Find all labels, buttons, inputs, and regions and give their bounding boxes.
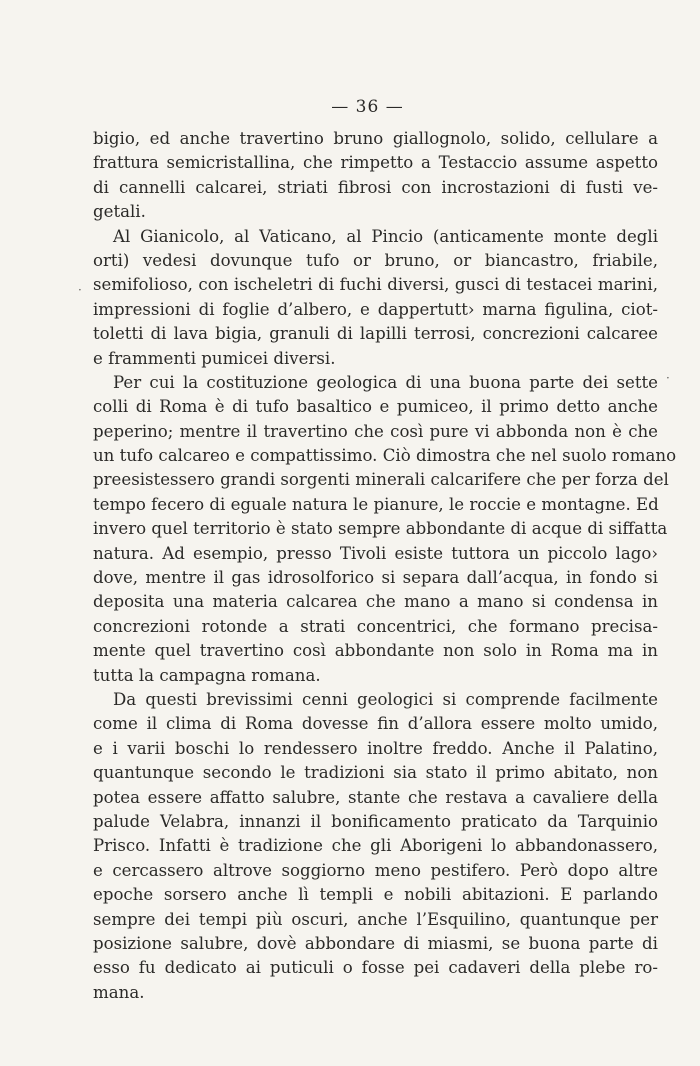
text-line: deposita una materia calcarea che mano a mano si condensa in bbox=[93, 592, 658, 612]
text-line: impressioni di foglie d’albero, e dappertutt› marna figulina, ciot- bbox=[93, 299, 658, 319]
text-line: frattura semicristallina, che rimpetto a Testaccio assume aspetto bbox=[93, 153, 658, 173]
text-line: esso fu dedicato ai puticuli o fosse pei cadaveri della plebe ro- bbox=[93, 958, 658, 978]
text-line: tempo fecero di eguale natura le pianure, le roccie e montagne. Ed bbox=[93, 494, 659, 514]
text-line: bigio, ed anche travertino bruno giallognolo, solido, cellulare a bbox=[93, 129, 658, 148]
text-line: tutta la campagna romana. bbox=[93, 665, 321, 685]
text-line: Prisco. Infatti è tradizione che gli Aborigeni lo abbandonassero, bbox=[93, 836, 658, 856]
text-line: potea essere affatto salubre, stante che restava a cavaliere della bbox=[93, 787, 658, 807]
text-line: posizione salubre, dovè abbondare di miasmi, se buona parte di bbox=[93, 933, 658, 953]
page-number: — 36 — bbox=[331, 97, 404, 117]
text-line: toletti di lava bigia, granuli di lapilli terrosi, concrezioni calcaree bbox=[93, 324, 658, 344]
stray-mark-left: · bbox=[78, 283, 82, 297]
text-line: Per cui la costituzione geologica di una buona parte dei sette bbox=[113, 372, 658, 392]
text-line: invero quel territorio è stato sempre abbondante di acque di siffatta bbox=[93, 519, 668, 539]
text-line: e i varii boschi lo rendessero inoltre freddo. Anche il Palatino, bbox=[93, 738, 658, 758]
text-line: sempre dei tempi più oscuri, anche l’Esquilino, quantunque per bbox=[93, 909, 658, 929]
text-line: colli di Roma è di tufo basaltico e pumiceo, il primo detto anche bbox=[93, 397, 658, 417]
stray-mark-right: · bbox=[666, 371, 670, 385]
text-line: preesistessero grandi sorgenti minerali calcarifere che per forza del bbox=[93, 470, 669, 490]
text-line: getali. bbox=[93, 202, 146, 222]
text-line: concrezioni rotonde a strati concentrici, che formano precisa- bbox=[93, 616, 658, 636]
text-line: mana. bbox=[93, 982, 145, 1002]
text-line: dove, mentre il gas idrosolforico si separa dall’acqua, in fondo si bbox=[93, 568, 658, 588]
text-line: peperino; mentre il travertino che così pure vi abbonda non è che bbox=[93, 421, 658, 441]
text-line: epoche sorsero anche lì templi e nobili abitazioni. E parlando bbox=[93, 885, 658, 905]
text-line: e frammenti pumicei diversi. bbox=[93, 348, 336, 368]
text-line: semifolioso, con ischeletri di fuchi diversi, gusci di testacei marini, bbox=[93, 275, 658, 295]
text-line: quantunque secondo le tradizioni sia stato il primo abitato, non bbox=[93, 763, 658, 783]
text-line: Al Gianicolo, al Vaticano, al Pincio (anticamente monte degli bbox=[113, 226, 658, 246]
body-text bbox=[93, 127, 677, 1005]
text-line: un tufo calcareo e compattissimo. Ciò dimostra che nel suolo romano bbox=[93, 446, 677, 466]
text-line: e cercassero altrove soggiorno meno pestifero. Però dopo altre bbox=[93, 860, 658, 880]
text-line: Da questi brevissimi cenni geologici si comprende facilmente bbox=[113, 689, 658, 709]
text-line: natura. Ad esempio, presso Tivoli esiste tuttora un piccolo lago› bbox=[93, 543, 658, 563]
text-line: come il clima di Roma dovesse fin d’allora essere molto umido, bbox=[93, 714, 658, 734]
text-line: orti) vedesi dovunque tufo or bruno, or biancastro, friabile, bbox=[93, 250, 658, 270]
text-line: palude Velabra, innanzi il bonificamento praticato da Tarquinio bbox=[93, 811, 658, 831]
text-line: di cannelli calcarei, striati fibrosi con incrostazioni di fusti ve- bbox=[93, 177, 658, 197]
text-line: mente quel travertino così abbondante non solo in Roma ma in bbox=[93, 641, 658, 661]
